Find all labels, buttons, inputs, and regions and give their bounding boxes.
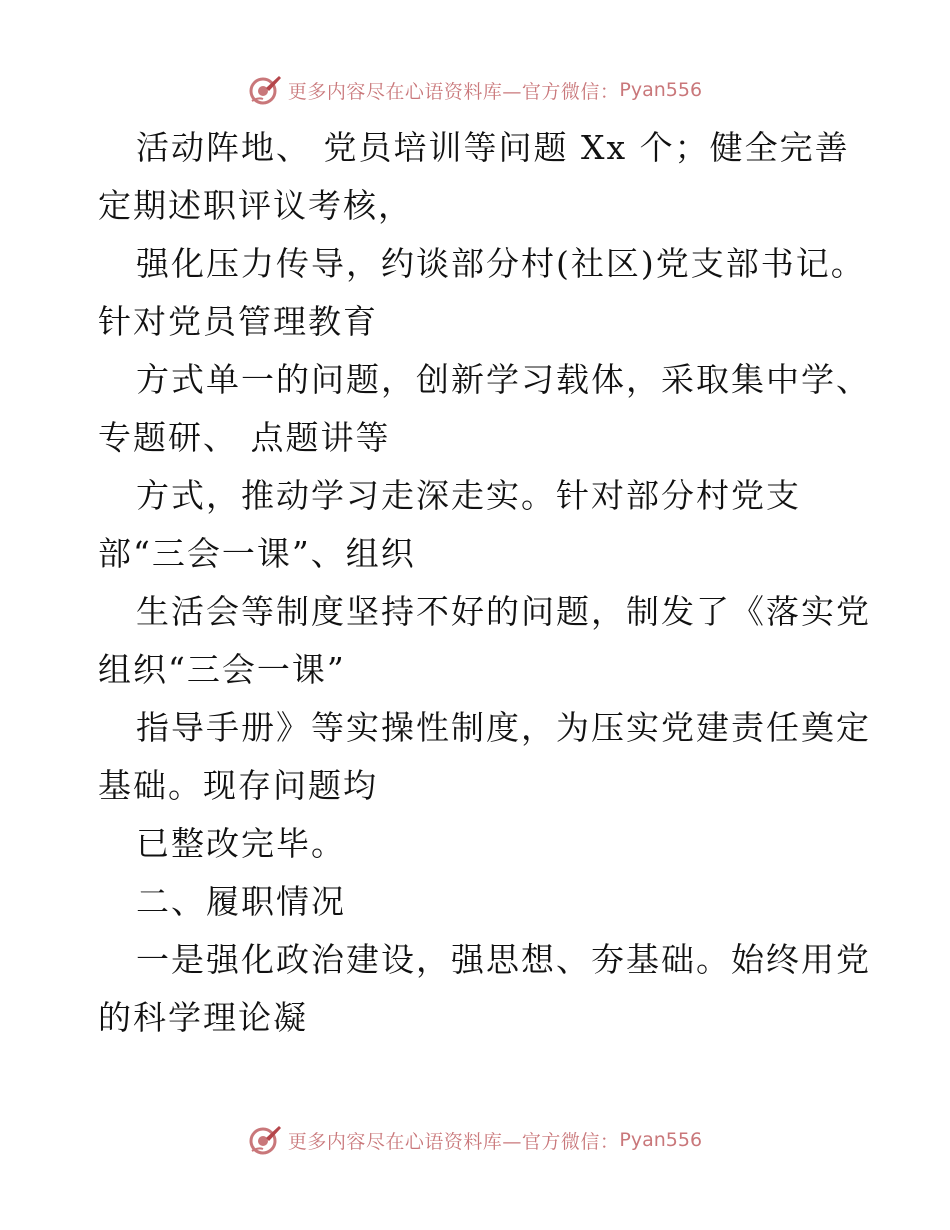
footer-banner bbox=[0, 1120, 950, 1160]
paragraph-line: 生活会等制度坚持不好的问题，制发了《落实党 bbox=[136, 592, 871, 631]
paragraph-line: 活动阵地、 党员培训等问题 Xx 个；健全完善 bbox=[136, 128, 850, 167]
paragraph-line: 强化压力传导，约谈部分村(社区)党支部书记。 bbox=[136, 244, 866, 283]
banner-wechat-id: Pyan556 bbox=[619, 79, 703, 101]
document-body bbox=[98, 124, 871, 1052]
paragraph-line: 针对党员管理教育 bbox=[98, 302, 378, 341]
paragraph-line: 组织“三会一课” bbox=[98, 650, 346, 689]
paragraph-line: 的科学理论凝 bbox=[98, 998, 308, 1037]
pen-logo-icon bbox=[248, 1123, 282, 1157]
paragraph-line: 一是强化政治建设，强思想、夯基础。始终用党 bbox=[136, 940, 871, 979]
banner-text: 更多内容尽在心语资料库—官方微信： bbox=[287, 1130, 620, 1153]
banner-wechat-id: Pyan556 bbox=[619, 1129, 703, 1151]
paragraph-line: 专题研、 点题讲等 bbox=[98, 418, 391, 457]
paragraph-line: 方式单一的问题，创新学习载体，采取集中学、 bbox=[136, 360, 871, 399]
paragraph-line: 基础。现存问题均 bbox=[98, 766, 378, 805]
paragraph-line: 方式，推动学习走深走实。针对部分村党支 bbox=[136, 476, 801, 515]
banner-text: 更多内容尽在心语资料库—官方微信： bbox=[287, 80, 620, 103]
paragraph-line: 定期述职评议考核， bbox=[98, 186, 413, 225]
section-heading: 二、履职情况 bbox=[136, 882, 346, 921]
paragraph-line: 指导手册》等实操性制度，为压实党建责任奠定 bbox=[136, 708, 871, 747]
header-banner bbox=[0, 70, 950, 110]
pen-logo-icon bbox=[248, 73, 282, 107]
paragraph-line: 部“三会一课”、组织 bbox=[98, 534, 416, 573]
paragraph-line: 已整改完毕。 bbox=[136, 824, 346, 863]
